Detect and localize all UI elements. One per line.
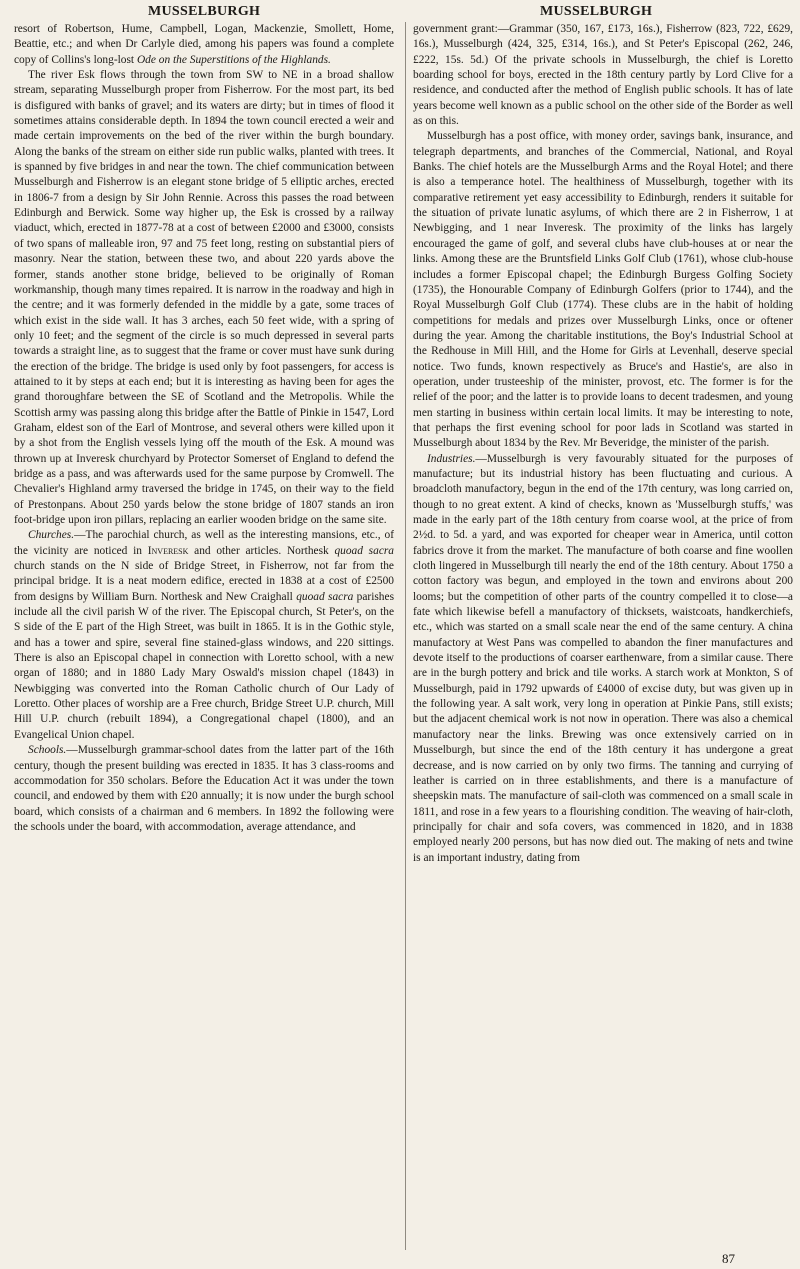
latin-term: quoad sacra xyxy=(334,544,394,557)
column-divider xyxy=(405,22,406,1250)
text-span: —Musselburgh grammar-school dates from the latter part of the 16th century, though the present building was erected in 1835. It has 3 class-rooms and accommodation for 350 scholars. Before the Education Act it was under the town council, and endowed by them with £20 annually; it is now under the burgh school board, which consists of a chairman and 6 members. In 1892 the following were the schools under the board, with accommodation, average attendance, and xyxy=(14,744,394,833)
running-head-left: MUSSELBURGH xyxy=(148,4,261,19)
paragraph-schools xyxy=(14,743,394,835)
paragraph-churches xyxy=(14,528,394,743)
cross-reference: Inveresk xyxy=(147,544,189,557)
paragraph-industries xyxy=(413,452,793,866)
section-heading-industries: Industries. xyxy=(427,452,476,465)
section-heading-churches: Churches. xyxy=(28,529,75,542)
text-span: —Musselburgh is very favourably situated for the purposes of manufacture; but its industrial history has been fluctuating and curious. A broadcloth manufactory, begun in the end of the 17th century, was long carried on, though to no great extent. A kind of checks, known as 'Musselburgh stuffs,' was made in the early part of the 18th century from coarse wool, at the price of from 2½d. to 5d. a yard, and was exported for cheaper wear in America, until cotton fabrics drove it from the market. The manufacture of both coarse and fine woollen cloth lingered in Musselburgh till nearly the end of the 18th century. About 1750 a cotton factory was begun, and employed in the town and environs about 200 looms; but the competition of other parts of the country compelled it to close—a fate which likewise befell a manufactory of thicksets, waistcoats, handkerchiefs, etc., which was started on a small scale near the end of the same century. A china manufactory at West Pans was compelled to abandon the finer manufactures and devote itself to the productions of coarser earthenware, from a similar cause. There are in the burgh pottery and brick and tile works. A starch work at Monkton, S of Musselburgh, paid in 1792 upwards of £4000 of excise duty, but was given up in the following year. A salt work, very long in operation at Pinkie Pans, still exists; but the adjacent chemical work is not now in operation. There was also a chemical manufactory near the links. Brewing was once extensively carried on in Musselburgh, but since the end of the 18th century it has undergone a great decrease, and is now carried on by only two firms. The tanning and currying of leather is carried on in three establishments, and there is a manufacture of sheepskin mats. The manufacture of sail-cloth was commenced on a small scale in 1811, and rose in a few years to a flourishing condition. The weaving of hair-cloth, principally for chair and sofa covers, was commenced in 1820, and in 1838 employed nearly 200 persons, but has now died out. The making of nets and twine is an important industry, dating from xyxy=(413,452,793,864)
paragraph-town-amenities: Musselburgh has a post office, with money order, savings bank, insurance, and telegraph departments, and branches of the Commercial, National, and Royal Banks. The chief hotels are the Musselburgh Arms and the Royal Hotel; and there is also a temperance hotel. The healthiness of Musselburgh, together with its comparative retirement yet easy accessibility to Edinburgh, renders it suitable for the situation of private lunatic asylums, of which there are 2 in Fisherrow, 1 at Newbigging, and 1 near Inveresk. The proximity of the links has largely encouraged the game of golf, and several clubs have club-houses at or near the links. Among these are the Bruntsfield Links Golf Club (1761), whose club-house includes a former Episcopal chapel; the Edinburgh Burgess Golfing Society (1735), the Honourable Company of Edinburgh Golfers (prior to 1744), and the Royal Musselburgh Golf Club (1774). These clubs are in the habit of holding competitions for medals and prizes over Musselburgh Links, once or oftener during the year. Among the charitable institutions, the Boy's Industrial School at the Redhouse in Mill Hill, and the Home for Girls at Levenhall, deserve special notice. Two funds, known respectively as Bruce's and Hastie's, are also in operation, under trusteeship of the minister, provost, etc. The former is for the relief of the poor; and the latter is to provide loans to decent tradesmen, and young men starting in business within certain local limits. It may be interesting to note, that perhaps the first evening school for poor lads in Scotland was started in Musselburgh about 1834 by the Rev. Mr Beveridge, the minister of the parish. xyxy=(413,130,793,450)
page-number: 87 xyxy=(722,1251,735,1266)
left-column xyxy=(14,22,394,1250)
text-span: parishes include all the civil parish W of the river. The Episcopal church, St Peter's, on the S side of the E part of the High Street, was built in 1865. It is in the Gothic style, and has a tower and spire, several fine stained-glass windows, and 220 sittings. There is also an Episcopal chapel in connection with Loretto school, with a new organ of 1880; and in 1880 Lady Mary Oswald's mission chapel (1843) in Newbigging was converted into the Roman Catholic church of Our Lady of Loretto. Other places of worship are a Free church, Bridge Street U.P. church, Mill Hill U.P. church (rebuilt 1894), a Congregational chapel (1800), and an Evangelical Union chapel. xyxy=(14,590,394,741)
right-column xyxy=(413,22,793,1250)
paragraph-schools-continued: government grant:—Grammar (350, 167, £173, 16s.), Fisherrow (823, 722, £629, 16s.), Musselburgh (424, 325, £314, 16s.), and St Peter's Episcopal (262, 246, £222, 15s. 5d.) Of the private schools in Musselburgh, the chief is Loretto boarding school for boys, erected in the 18th century partly by Lord Clive for a residence, and conducted after the method of English public schools. It has of late years become well known as a public school on the other side of the Border as well as on this. xyxy=(413,23,793,128)
text-span: church stands on the N side of Bridge Street, in Fisherrow, not far from the principal bridge. It is a neat modern edifice, erected in 1838 at a cost of £2500 from designs by William Burn. Northesk and New Craighall xyxy=(14,560,394,603)
running-head-right: MUSSELBURGH xyxy=(540,4,653,19)
text-span: resort of Robertson, Hume, Campbell, Logan, Mackenzie, Smollett, Home, Beattie, etc.; and when Dr Carlyle died, among his papers was found a complete copy of Collins's long-lost xyxy=(14,23,394,66)
book-title: Ode on the Superstitions of the Highlands. xyxy=(136,53,331,66)
text-span: and other articles. Northesk xyxy=(188,544,335,557)
latin-term: quoad sacra xyxy=(296,590,354,603)
paragraph-river-esk: The river Esk flows through the town from SW to NE in a broad shallow stream, separating Musselburgh proper from Fisherrow. For the most part, its bed is disfigured with banks of gravel; and its waters are dirty; but in times of flood it sometimes attains considerable depth. In 1894 the town council erected a weir and made certain improvements on the bed of the river within the burgh boundary. Along the banks of the stream on either side run public walks, planted with trees. It is spanned by five bridges in and near the town. The chief communication between Musselburgh and Fisherrow is an elegant stone bridge of 5 elliptic arches, erected in 1806-7 from a design by Sir John Rennie. Across this passes the road between Edinburgh and Berwick. Some way higher up, the Esk is crossed by a railway viaduct, which, erected in 1877-78 at a cost of between £2000 and £3000, consists of two spans of malleable iron, 97 and 75 feet long, resting on substantial piers of masonry. Near the station, between these two, and about 220 yards above the former, stands another stone bridge, believed to be originally of Roman workmanship, though many times repaired. It is narrow in the roadway and high in the centre; and it was formerly defended in the middle by a gate, some traces of which exist in the side wall. It has 3 arches, each 50 feet wide, with a spring of only 10 feet; and the segment of the circle is so much depressed in several parts towards a straight line, as to suggest that the frame or cover must have sunk during the erection of the bridge. The bridge is used only by foot passengers, for access is attained to it by steps at each end; but it is interesting as having been for ages the grand thoroughfare between the SE of Scotland and the Metropolis. While the Scottish army was passing along this bridge after the Battle of Pinkie in 1547, Lord Graham, eldest son of the Earl of Montrose, and several others were killed upon it by a shot from the English vessels lying off the mouth of the Esk. A mound was thrown up at Inveresk churchyard by Protector Somerset of England to defend the bridge as a pass, and was afterwards used for the same purpose by Cromwell. The Chevalier's Highland army traversed the bridge in 1745, on their way to the field of Prestonpans. About 250 yards below the stone bridge of 1807 stands an iron foot-bridge upon iron pillars, replacing an earlier wooden bridge on the same site. xyxy=(14,69,394,526)
text-span: —The parochial church, as well as the interesting mansions, etc., of the vicinity are noticed in xyxy=(14,529,394,557)
paragraph-continued xyxy=(14,22,394,68)
section-heading-schools: Schools. xyxy=(28,744,67,757)
